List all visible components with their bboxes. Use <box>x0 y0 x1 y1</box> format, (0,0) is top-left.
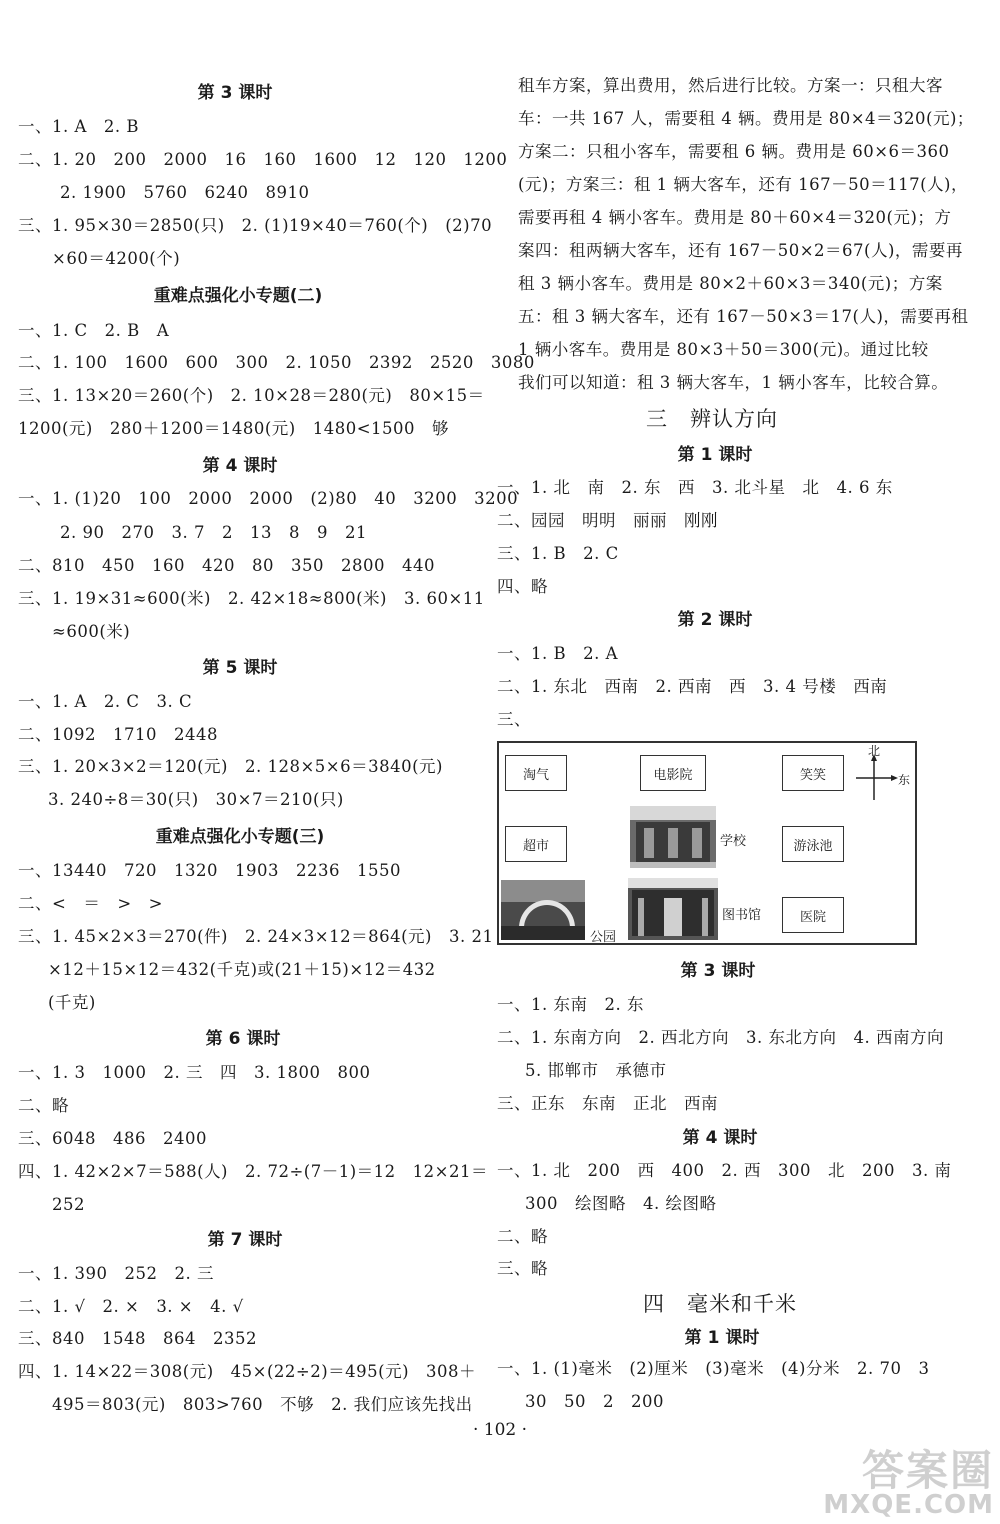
map-label-park: 公园 <box>590 930 617 945</box>
school-photo <box>630 806 716 868</box>
compass-north-label: 北 <box>868 744 881 758</box>
answer-line: 三、6048 486 2400 <box>18 1129 207 1148</box>
answer-line: 四、1. 42×2×7＝588(人) 2. 72÷(7－1)＝12 12×21＝ <box>18 1162 488 1181</box>
heading-lesson-7: 第 7 课时 <box>207 1230 283 1250</box>
answer-line: 二、1. √ 2. × 3. × 4. √ <box>18 1297 244 1316</box>
answer-line: 2. 1900 5760 6240 8910 <box>60 183 310 202</box>
answer-line: 一、1. A 2. C 3. C <box>18 692 193 711</box>
watermark-url: MXQE.COM <box>823 1490 994 1520</box>
answer-line: 30 50 2 200 <box>525 1392 664 1411</box>
answer-line: 三、1. 19×31≈600(米) 2. 42×18≈800(米) 3. 60×11 <box>18 589 485 608</box>
watermark <box>823 1446 994 1520</box>
answer-line: 一、1. 3 1000 2. 三 四 3. 1800 800 <box>18 1063 371 1082</box>
answer-line: 方案二：只租小客车，需要租 6 辆。费用是 60×6＝360 <box>518 142 950 161</box>
answer-line: 三、 <box>497 710 531 729</box>
answer-line: 二、1. 东南方向 2. 西北方向 3. 东北方向 4. 西南方向 <box>497 1028 944 1047</box>
page-number: · 102 · <box>472 1420 528 1440</box>
answer-line: 租 3 辆小客车。费用是 80×2＋60×3＝340(元)；方案 <box>518 274 943 293</box>
answer-line: 二、1. 20 200 2000 16 160 1600 12 120 1200 <box>18 150 508 169</box>
map-label-pool: 游泳池 <box>782 826 844 862</box>
library-photo <box>628 878 718 940</box>
answer-line: 一、1. (1)20 100 2000 2000 (2)80 40 3200 3200 <box>18 489 519 508</box>
answer-line: 三、正东 东南 正北 西南 <box>497 1094 718 1113</box>
answer-line: 300 绘图略 4. 绘图略 <box>525 1194 717 1213</box>
heading-lesson-1-mm: 第 1 课时 <box>684 1328 760 1348</box>
watermark-brand: 答案圈 <box>861 1446 994 1495</box>
chapter-title-directions: 三 辨认方向 <box>646 407 778 431</box>
map-label-library: 图书馆 <box>722 908 762 923</box>
answer-line: 车：一共 167 人，需要租 4 辆。费用是 80×4＝320(元)； <box>518 109 974 128</box>
answer-line: 一、13440 720 1320 1903 2236 1550 <box>18 861 401 880</box>
map-label-supermarket: 超市 <box>505 826 567 862</box>
map-label-school: 学校 <box>720 834 747 849</box>
answer-line: 一、1. C 2. B A <box>18 321 170 340</box>
heading-lesson-1: 第 1 课时 <box>677 445 753 465</box>
answer-line: 二、略 <box>497 1227 548 1246</box>
answer-line: 三、1. 13×20＝260(个) 2. 10×28＝280(元) 80×15＝ <box>18 386 485 405</box>
answer-line: 二、810 450 160 420 80 350 2800 440 <box>18 556 435 575</box>
answer-line: 一、1. A 2. B <box>18 117 140 136</box>
answer-line: 495＝803(元) 803>760 不够 2. 我们应该先找出 <box>52 1395 473 1414</box>
answer-line: 二、1. 东北 西南 2. 西南 西 3. 4 号楼 西南 <box>497 677 888 696</box>
answer-line: 我们可以知道：租 3 辆大客车，1 辆小客车，比较合算。 <box>518 373 949 392</box>
answer-line: 三、略 <box>497 1259 548 1278</box>
heading-lesson-3-right: 第 3 课时 <box>680 961 756 981</box>
heading-lesson-3: 第 3 课时 <box>197 83 273 103</box>
answer-line: 一、1. 北 200 西 400 2. 西 300 北 200 3. 南 <box>497 1161 952 1180</box>
answer-line: 四、略 <box>497 577 548 596</box>
answer-line: 1200(元) 280＋1200＝1480(元) 1480<1500 够 <box>18 419 450 438</box>
answer-line: 一、1. 东南 2. 东 <box>497 995 644 1014</box>
answer-line: 2. 90 270 3. 7 2 13 8 9 21 <box>60 523 367 542</box>
answer-line: 二、1092 1710 2448 <box>18 725 218 744</box>
answer-line: 案四：租两辆大客车，还有 167－50×2＝67(人)，需要再 <box>518 241 963 260</box>
answer-line: 二、< ＝ > > <box>18 894 163 913</box>
answer-line: 三、840 1548 864 2352 <box>18 1329 257 1348</box>
map-label-xiaoxiao: 笑笑 <box>782 755 844 791</box>
park-photo <box>501 880 585 940</box>
answer-line: 五：租 3 辆大客车，还有 167－50×3＝17(人)，需要再租 <box>518 307 969 326</box>
answer-line: 一、1. 390 252 2. 三 <box>18 1264 214 1283</box>
answer-line: (元)；方案三：租 1 辆大客车，还有 167－50＝117(人)， <box>518 175 968 194</box>
answer-line: 四、1. 14×22＝308(元) 45×(22÷2)＝495(元) 308＋ <box>18 1362 477 1381</box>
heading-lesson-4-right: 第 4 课时 <box>682 1128 758 1148</box>
compass-east-label: 东 <box>898 773 911 787</box>
heading-lesson-5: 第 5 课时 <box>202 658 278 678</box>
answer-line: 三、1. 45×2×3＝270(件) 2. 24×3×12＝864(元) 3. 21 <box>18 927 494 946</box>
answer-line: ≈600(米) <box>52 622 131 641</box>
answer-line: 需要再租 4 辆小客车。费用是 80＋60×4＝320(元)；方 <box>518 208 952 227</box>
answer-line: 1 辆小客车。费用是 80×3＋50＝300(元)。通过比较 <box>518 340 929 359</box>
answer-line: ×12＋15×12＝432(千克)或(21＋15)×12＝432 <box>48 960 436 979</box>
answer-line: 三、1. B 2. C <box>497 544 619 563</box>
answer-line: 二、略 <box>18 1096 69 1115</box>
map-label-hospital: 医院 <box>782 897 844 933</box>
map-label-cinema: 电影院 <box>640 755 706 791</box>
answer-line: 一、1. 北 南 2. 东 西 3. 北斗星 北 4. 6 东 <box>497 478 893 497</box>
chapter-title-mm-km: 四 毫米和千米 <box>643 1292 797 1316</box>
answer-line: 二、1. 100 1600 600 300 2. 1050 2392 2520 3080 <box>18 353 535 372</box>
heading-topic-3: 重难点强化小专题(三) <box>155 827 325 847</box>
heading-lesson-6: 第 6 课时 <box>205 1029 281 1049</box>
heading-lesson-4: 第 4 课时 <box>202 456 278 476</box>
answer-line: 一、1. (1)毫米 (2)厘米 (3)毫米 (4)分米 2. 70 3 <box>497 1359 930 1378</box>
answer-line: 租车方案，算出费用，然后进行比较。方案一：只租大客 <box>518 76 943 95</box>
map-label-taoqi: 淘气 <box>505 755 567 791</box>
answer-line: 3. 240÷8＝30(只) 30×7＝210(只) <box>48 790 344 809</box>
answer-line: 一、1. B 2. A <box>497 644 619 663</box>
answer-line: ×60＝4200(个) <box>52 249 181 268</box>
heading-lesson-2: 第 2 课时 <box>677 610 753 630</box>
answer-line: 5. 邯郸市 承德市 <box>525 1061 667 1080</box>
answer-line: 252 <box>52 1195 85 1214</box>
heading-topic-2: 重难点强化小专题(二) <box>153 286 323 306</box>
answer-line: (千克) <box>48 993 96 1012</box>
answer-line: 三、1. 20×3×2＝120(元) 2. 128×5×6＝3840(元) <box>18 757 443 776</box>
answer-line: 二、园园 明明 丽丽 刚刚 <box>497 511 718 530</box>
answer-line: 三、1. 95×30＝2850(只) 2. (1)19×40＝760(个) (2)70 <box>18 216 493 235</box>
